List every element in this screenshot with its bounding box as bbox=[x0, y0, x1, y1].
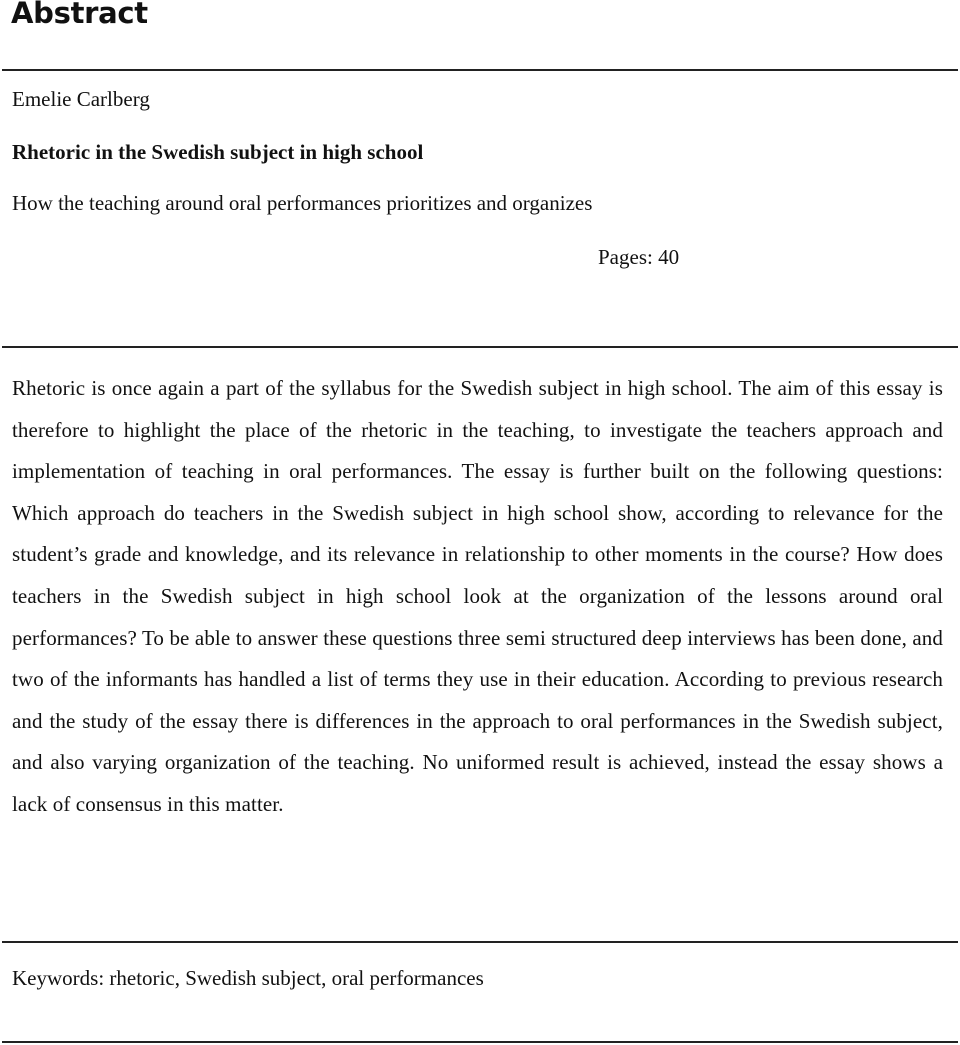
abstract-heading: Abstract bbox=[11, 0, 148, 30]
divider-middle bbox=[2, 346, 958, 348]
page-count: Pages: 40 bbox=[598, 245, 680, 269]
divider-bottom bbox=[2, 1041, 958, 1043]
thesis-subtitle: How the teaching around oral performances prioritizes and organizes bbox=[12, 191, 593, 215]
divider-top bbox=[2, 69, 958, 71]
thesis-title: Rhetoric in the Swedish subject in high school bbox=[12, 140, 424, 164]
divider-lower bbox=[2, 941, 958, 943]
abstract-body-text: Rhetoric is once again a part of the syllabus for the Swedish subject in high school. The aim of this essay is therefore to highlight the place of the rhetoric in the teaching, to investigate the teachers approach and implementation of teaching in oral performances. The essay is further built on the following questions: Which approach do teachers in the Swedish subject in high school show, according to relevance for the student’s grade and knowledge, and its relevance in relationship to other moments in the course? How does teachers in the Swedish subject in high school look at the organization of the lessons around oral performances? To be able to answer these questions three semi structured deep interviews has been done, and two of the informants has handled a list of terms they use in their education. According to previous research and the study of the essay there is differences in the approach to oral performances in the Swedish subject, and also varying organization of the teaching. No uniformed result is achieved, instead the essay shows a lack of consensus in this matter. bbox=[12, 376, 943, 816]
author-name: Emelie Carlberg bbox=[12, 87, 150, 111]
keywords-line: Keywords: rhetoric, Swedish subject, oral performances bbox=[12, 966, 484, 990]
